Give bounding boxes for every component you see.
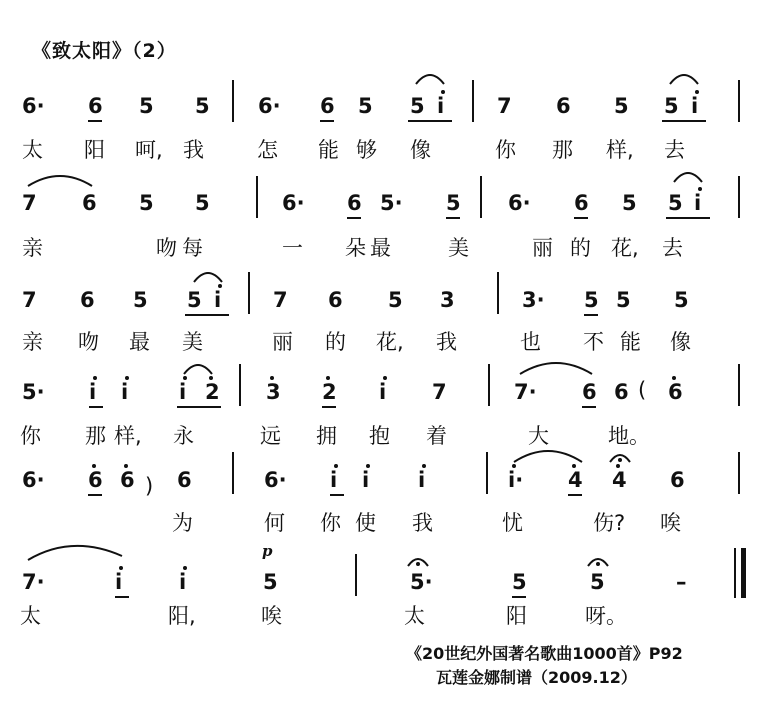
lyric: 亲 (22, 236, 43, 260)
note: i (437, 94, 445, 118)
note: 5 (622, 191, 637, 215)
lyric: 永 (173, 424, 194, 448)
lyric: 吻 (78, 330, 99, 354)
note: i (330, 468, 338, 492)
note: 6 (320, 94, 335, 118)
lyric: 阳, (168, 604, 196, 628)
lyric: 唉 (261, 604, 282, 628)
note: 5 (584, 288, 599, 312)
lyric: 呵, (135, 138, 163, 162)
lyric: 吻 (156, 236, 177, 260)
note: 5 (133, 288, 148, 312)
transcriber-credit: 瓦莲金娜制谱（2009.12） (436, 668, 637, 687)
note: 6 (574, 191, 589, 215)
note: 5 (616, 288, 631, 312)
note: i (115, 570, 123, 594)
lyric: 的 (325, 330, 346, 354)
lyric: 怎 (257, 138, 278, 162)
lyric: 最 (129, 330, 150, 354)
lyric: 够 (356, 138, 377, 162)
score-title: 《致太阳》（2） (32, 40, 177, 62)
fermata-dot (596, 562, 600, 566)
lyric: 为 (172, 511, 193, 535)
note: i (379, 380, 387, 404)
note: 5 (410, 94, 425, 118)
note: 6· (282, 191, 305, 215)
note: 4 (568, 468, 583, 492)
note: 5 (446, 191, 461, 215)
lyric: 不 (583, 330, 604, 354)
note: 6 (328, 288, 343, 312)
lyric: 去 (662, 236, 683, 260)
note: 5 (664, 94, 679, 118)
note: 6 (347, 191, 362, 215)
note: 5 (195, 94, 210, 118)
slur (28, 546, 122, 560)
note: 5 (195, 191, 210, 215)
lyric: 花, (376, 330, 404, 354)
fermata-dot (416, 562, 420, 566)
lyric: 唉 (660, 511, 681, 535)
slur (674, 173, 702, 182)
lyric: 我 (436, 330, 457, 354)
note: 6· (264, 468, 287, 492)
note: 2 (205, 380, 220, 404)
note: 7· (22, 570, 45, 594)
note: 5· (410, 570, 433, 594)
lyric: 丽 (532, 236, 553, 260)
lyric: 使 (355, 511, 376, 535)
lyric: 大 (528, 424, 549, 448)
slur (514, 451, 582, 462)
note: 6 (582, 380, 597, 404)
lyric: 每 (182, 236, 203, 260)
note: i (89, 380, 97, 404)
open-paren: ( (638, 378, 647, 402)
note: 5 (388, 288, 403, 312)
lyric: 我 (412, 511, 433, 535)
note: 7· (514, 380, 537, 404)
lyric: 呀。 (585, 604, 627, 628)
lyric: 丽 (272, 330, 293, 354)
lyric: 花, (611, 236, 639, 260)
note: 5 (590, 570, 605, 594)
note: 5 (614, 94, 629, 118)
lyric: 最 (370, 236, 391, 260)
note: 5 (139, 191, 154, 215)
lyric: 你 (495, 138, 516, 162)
close-paren: ) (145, 474, 154, 498)
note: 7 (497, 94, 512, 118)
note: 6 (670, 468, 685, 492)
slur (28, 176, 92, 186)
slur (520, 363, 592, 374)
note: i (179, 380, 187, 404)
note: i (179, 570, 187, 594)
lyric: 阳 (506, 604, 527, 628)
dynamic-mark: p (262, 542, 273, 560)
lyric: 一 (282, 236, 303, 260)
note: 6 (556, 94, 571, 118)
lyric: 伤? (593, 511, 626, 535)
slur (184, 365, 212, 374)
note: 6 (82, 191, 97, 215)
note: 6 (80, 288, 95, 312)
lyric: 去 (664, 138, 685, 162)
lyric: 样, (606, 138, 634, 162)
lyric: 能 (620, 330, 641, 354)
lyric: 那 (85, 424, 106, 448)
lyric: 亲 (22, 330, 43, 354)
lyric: 像 (410, 138, 431, 162)
note: 7 (22, 288, 37, 312)
note: 6 (88, 468, 103, 492)
lyric: 你 (320, 511, 341, 535)
lyric: 何 (264, 511, 285, 535)
lyric: 忧 (502, 511, 523, 535)
lyric: 美 (448, 236, 469, 260)
slur (416, 75, 444, 84)
note: 6 (120, 468, 135, 492)
lyric: 能 (318, 138, 339, 162)
fermata-dot (618, 458, 622, 462)
lyric: 你 (20, 424, 41, 448)
lyric: 太 (22, 138, 43, 162)
lyric: 着 (426, 424, 447, 448)
note: 6· (22, 94, 45, 118)
note: 6 (177, 468, 192, 492)
note: 6· (22, 468, 45, 492)
note: 3 (440, 288, 455, 312)
lyric: 也 (520, 330, 541, 354)
lyric: 拥 (316, 424, 337, 448)
slur (670, 75, 698, 84)
note: 6· (258, 94, 281, 118)
note: 7 (273, 288, 288, 312)
lyric: 太 (404, 604, 425, 628)
slur (194, 273, 222, 282)
note: i (691, 94, 699, 118)
note: 5 (187, 288, 202, 312)
note: 5 (512, 570, 527, 594)
lyric: 的 (570, 236, 591, 260)
note: 5 (139, 94, 154, 118)
lyric: 朵 (345, 236, 366, 260)
lyric: 地。 (608, 424, 650, 448)
note: 4 (612, 468, 627, 492)
note: i· (508, 468, 524, 492)
lyric: 美 (182, 330, 203, 354)
lyric: 阳 (84, 138, 105, 162)
note: 5· (380, 191, 403, 215)
note: 7 (432, 380, 447, 404)
note: 2 (322, 380, 337, 404)
note: 6 (614, 380, 629, 404)
lyric: 太 (20, 604, 41, 628)
lyric: 样, (114, 424, 142, 448)
note: i (214, 288, 222, 312)
note: 3· (522, 288, 545, 312)
note: i (362, 468, 370, 492)
lyric: 像 (670, 330, 691, 354)
lyric: 我 (183, 138, 204, 162)
note: 5· (22, 380, 45, 404)
note: i (694, 191, 702, 215)
note: 5 (263, 570, 278, 594)
note: 7 (22, 191, 37, 215)
note: 3 (266, 380, 281, 404)
source-citation: 《20世纪外国著名歌曲1000首》P92 (406, 644, 683, 663)
note: 5 (674, 288, 689, 312)
note: 6 (668, 380, 683, 404)
note: 6 (88, 94, 103, 118)
note: 5 (358, 94, 373, 118)
note: – (676, 570, 687, 594)
lyric: 抱 (369, 424, 390, 448)
note: 5 (668, 191, 683, 215)
note: i (418, 468, 426, 492)
lyric: 那 (552, 138, 573, 162)
note: i (121, 380, 129, 404)
note: 6· (508, 191, 531, 215)
lyric: 远 (260, 424, 281, 448)
